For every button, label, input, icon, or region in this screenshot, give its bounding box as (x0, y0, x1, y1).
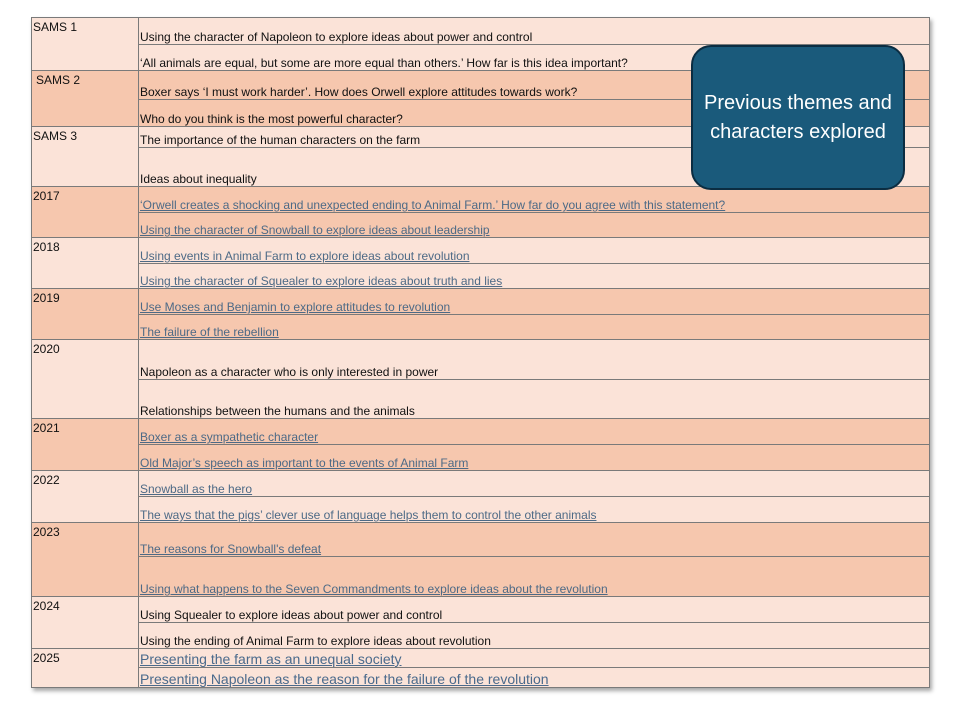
theme-link[interactable]: Old Major’s speech as important to the events of Animal Farm (140, 456, 469, 470)
table-row (32, 18, 930, 45)
theme-cell (139, 340, 930, 380)
year-cell: 2018 (32, 238, 139, 289)
theme-cell (139, 238, 930, 264)
theme-link[interactable]: Using what happens to the Seven Commandments to explore ideas about the revolution (140, 582, 608, 596)
table-row (32, 649, 930, 668)
table-row (32, 419, 930, 445)
table-row (32, 497, 930, 523)
table-row (32, 187, 930, 213)
theme-link[interactable]: Use Moses and Benjamin to explore attitudes to revolution (140, 300, 451, 314)
year-cell: 2022 (32, 471, 139, 523)
theme-cell (139, 380, 930, 419)
theme-link[interactable]: Using the character of Snowball to explore ideas about leadership (140, 223, 490, 237)
theme-link[interactable]: The reasons for Snowball's defeat (140, 542, 322, 556)
theme-text: ‘All animals are equal, but some are more equal than others.’ How far is this idea important? (140, 56, 628, 70)
theme-cell (139, 471, 930, 497)
year-cell: SAMS 2 (32, 71, 139, 127)
theme-text: Relationships between the humans and the animals (140, 404, 415, 418)
table-row (32, 340, 930, 380)
year-cell: SAMS 1 (32, 18, 139, 71)
year-cell: 2017 (32, 187, 139, 238)
theme-text: Using the character of Napoleon to explore ideas about power and control (140, 30, 533, 44)
table-row (32, 315, 930, 340)
table-row (32, 523, 930, 557)
theme-text: The importance of the human characters on the farm (140, 133, 421, 147)
theme-text: Napoleon as a character who is only interested in power (140, 365, 439, 379)
year-cell: 2024 (32, 597, 139, 649)
theme-cell (139, 187, 930, 213)
theme-link[interactable]: The failure of the rebellion (140, 325, 279, 339)
theme-cell (139, 289, 930, 315)
theme-link[interactable]: ‘Orwell creates a shocking and unexpected ending to Animal Farm.’ How far do you agree with this statement? (140, 198, 726, 212)
theme-cell (139, 419, 930, 445)
theme-text: Ideas about inequality (140, 172, 257, 186)
theme-text: Who do you think is the most powerful character? (140, 112, 403, 126)
table-row (32, 238, 930, 264)
theme-cell (139, 523, 930, 557)
table-row (32, 445, 930, 471)
year-cell: 2023 (32, 523, 139, 597)
table-row (32, 380, 930, 419)
theme-cell (139, 649, 930, 668)
theme-cell (139, 557, 930, 597)
year-cell: 2020 (32, 340, 139, 419)
theme-cell (139, 597, 930, 623)
callout-text: Previous themes and characters explored (704, 91, 892, 143)
table-row (32, 668, 930, 688)
table-row (32, 623, 930, 649)
theme-link[interactable]: Snowball as the hero (140, 482, 253, 496)
theme-link[interactable]: The ways that the pigs’ clever use of language helps them to control the other animals (140, 508, 597, 522)
theme-link[interactable]: Boxer as a sympathetic character (140, 430, 319, 444)
theme-cell (139, 264, 930, 289)
theme-cell (139, 213, 930, 238)
theme-cell (139, 315, 930, 340)
theme-link[interactable]: Using events in Animal Farm to explore ideas about revolution (140, 249, 470, 263)
theme-cell (139, 668, 930, 688)
table-row (32, 557, 930, 597)
theme-text: Boxer says ‘I must work harder’. How does Orwell explore attitudes towards work? (140, 85, 578, 99)
table-row (32, 213, 930, 238)
table-row (32, 264, 930, 289)
theme-link[interactable]: Using the character of Squealer to explore ideas about truth and lies (140, 274, 503, 288)
callout-box (691, 45, 905, 190)
theme-text: Using the ending of Animal Farm to explore ideas about revolution (140, 634, 491, 648)
year-cell: 2025 (32, 649, 139, 688)
table-row (32, 471, 930, 497)
theme-text: Using Squealer to explore ideas about power and control (140, 608, 443, 622)
year-cell: 2021 (32, 419, 139, 471)
theme-link[interactable]: Presenting Napoleon as the reason for the failure of the revolution (140, 671, 549, 687)
year-cell: SAMS 3 (32, 127, 139, 187)
theme-cell (139, 445, 930, 471)
year-cell: 2019 (32, 289, 139, 340)
theme-cell (139, 497, 930, 523)
theme-link[interactable]: Presenting the farm as an unequal society (140, 651, 402, 667)
theme-cell (139, 623, 930, 649)
theme-cell (139, 18, 930, 45)
table-row (32, 597, 930, 623)
table-row (32, 289, 930, 315)
